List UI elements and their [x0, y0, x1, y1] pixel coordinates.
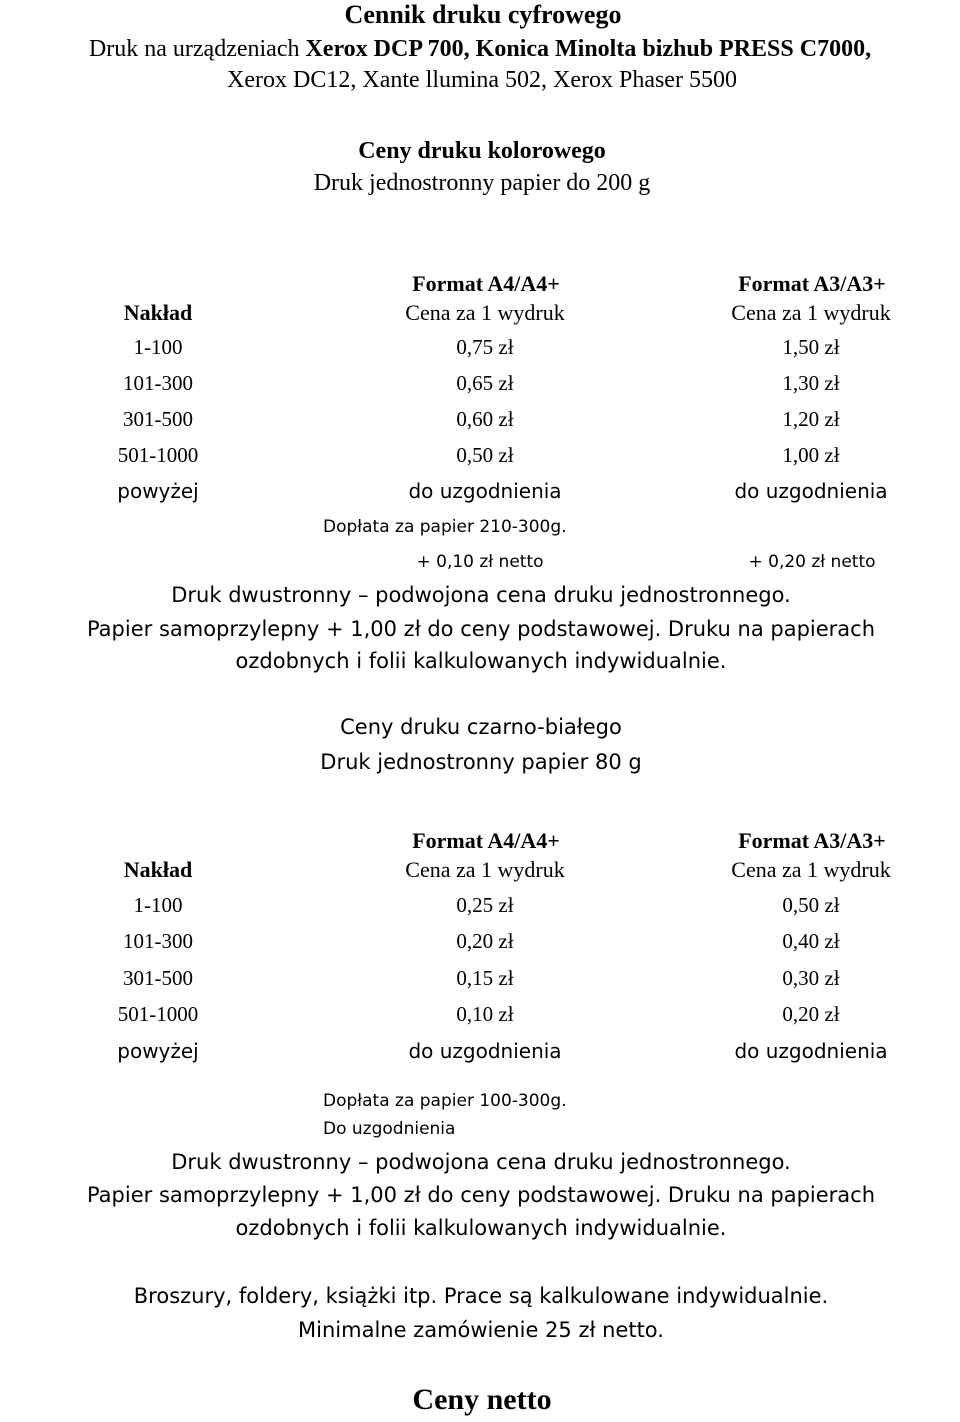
table-cell-qty: 101-300	[123, 371, 193, 395]
table-cell-qty: 301-500	[123, 966, 193, 990]
table-cell-a3: do uzgodnienia	[734, 1039, 888, 1063]
devices-bold: Xerox DCP 700, Konica Minolta bizhub PRESS C7000,	[305, 36, 872, 62]
table-cell-qty: powyżej	[117, 479, 199, 503]
footer-net-prices: Ceny netto	[412, 1383, 552, 1416]
table-cell-a4: 0,15 zł	[456, 966, 514, 990]
color-col-quantity: Nakład	[123, 300, 193, 325]
table-cell-qty: 501-1000	[117, 443, 199, 467]
bw-col-a4-format: Format A4/A4+	[412, 828, 560, 853]
table-cell-a4: 0,65 zł	[456, 371, 514, 395]
devices-line-1	[89, 37, 871, 61]
bw-note-special: ozdobnych i folii kalkulowanych indywidualnie.	[235, 1216, 727, 1240]
bw-col-a4-price: Cena za 1 wydruk	[405, 857, 565, 882]
color-section-subtitle: Druk jednostronny papier do 200 g	[313, 170, 651, 196]
table-cell-a4: 0,10 zł	[456, 1002, 514, 1026]
table-cell-a3: 0,50 zł	[782, 893, 840, 917]
table-cell-qty: 501-1000	[117, 1002, 199, 1026]
bw-note-duplex: Druk dwustronny – podwojona cena druku jednostronnego.	[171, 1150, 791, 1174]
table-cell-a3: 1,00 zł	[782, 443, 840, 467]
table-cell-a3: do uzgodnienia	[734, 479, 888, 503]
bw-col-quantity: Nakład	[123, 857, 193, 882]
devices-line-2: Xerox DC12, Xante llumina 502, Xerox Phaser 5500	[227, 67, 737, 93]
table-cell-qty: 301-500	[123, 407, 193, 431]
table-cell-a4: 0,25 zł	[456, 893, 514, 917]
color-col-a3-price: Cena za 1 wydruk	[731, 300, 891, 325]
bw-note-adhesive: Papier samoprzylepny + 1,00 zł do ceny podstawowej. Druku na papierach	[86, 1183, 876, 1207]
color-note-special: ozdobnych i folii kalkulowanych indywidualnie.	[235, 649, 727, 673]
table-cell-qty: 1-100	[133, 893, 183, 917]
color-section-title: Ceny druku kolorowego	[358, 138, 606, 164]
color-surcharge-label: Dopłata za papier 210-300g.	[323, 517, 567, 537]
bw-col-a3-price: Cena za 1 wydruk	[731, 857, 891, 882]
color-col-a4-price: Cena za 1 wydruk	[405, 300, 565, 325]
color-col-a4-format: Format A4/A4+	[412, 271, 560, 296]
table-cell-a4: 0,75 zł	[456, 335, 514, 359]
table-cell-a3: 0,40 zł	[782, 929, 840, 953]
table-cell-qty: powyżej	[117, 1039, 199, 1063]
footer-minimum-order: Minimalne zamówienie 25 zł netto.	[298, 1318, 664, 1342]
bw-surcharge-label: Dopłata za papier 100-300g.	[323, 1091, 567, 1111]
table-cell-a3: 0,20 zł	[782, 1002, 840, 1026]
color-note-duplex: Druk dwustronny – podwojona cena druku jednostronnego.	[171, 583, 791, 607]
color-surcharge-a4: + 0,10 zł netto	[416, 552, 544, 572]
table-cell-a4: do uzgodnienia	[408, 479, 562, 503]
color-surcharge-a3: + 0,20 zł netto	[748, 552, 876, 572]
color-note-adhesive: Papier samoprzylepny + 1,00 zł do ceny podstawowej. Druku na papierach	[86, 617, 876, 641]
table-cell-a3: 0,30 zł	[782, 966, 840, 990]
table-cell-a4: 0,20 zł	[456, 929, 514, 953]
table-cell-a3: 1,50 zł	[782, 335, 840, 359]
table-cell-a3: 1,20 zł	[782, 407, 840, 431]
table-cell-a4: 0,60 zł	[456, 407, 514, 431]
bw-surcharge-value: Do uzgodnienia	[323, 1119, 456, 1139]
bw-section-subtitle: Druk jednostronny papier 80 g	[320, 750, 642, 774]
bw-section-title: Ceny druku czarno-białego	[340, 715, 622, 739]
table-cell-qty: 101-300	[123, 929, 193, 953]
table-cell-a4: 0,50 zł	[456, 443, 514, 467]
table-cell-qty: 1-100	[133, 335, 183, 359]
table-cell-a4: do uzgodnienia	[408, 1039, 562, 1063]
color-col-a3-format: Format A3/A3+	[738, 271, 886, 296]
bw-col-a3-format: Format A3/A3+	[738, 828, 886, 853]
page-title: Cennik druku cyfrowego	[344, 0, 622, 29]
devices-prefix: Druk na urządzeniach	[88, 36, 306, 62]
table-cell-a3: 1,30 zł	[782, 371, 840, 395]
footer-brochures-note: Broszury, foldery, książki itp. Prace są kalkulowane indywidualnie.	[133, 1284, 829, 1308]
